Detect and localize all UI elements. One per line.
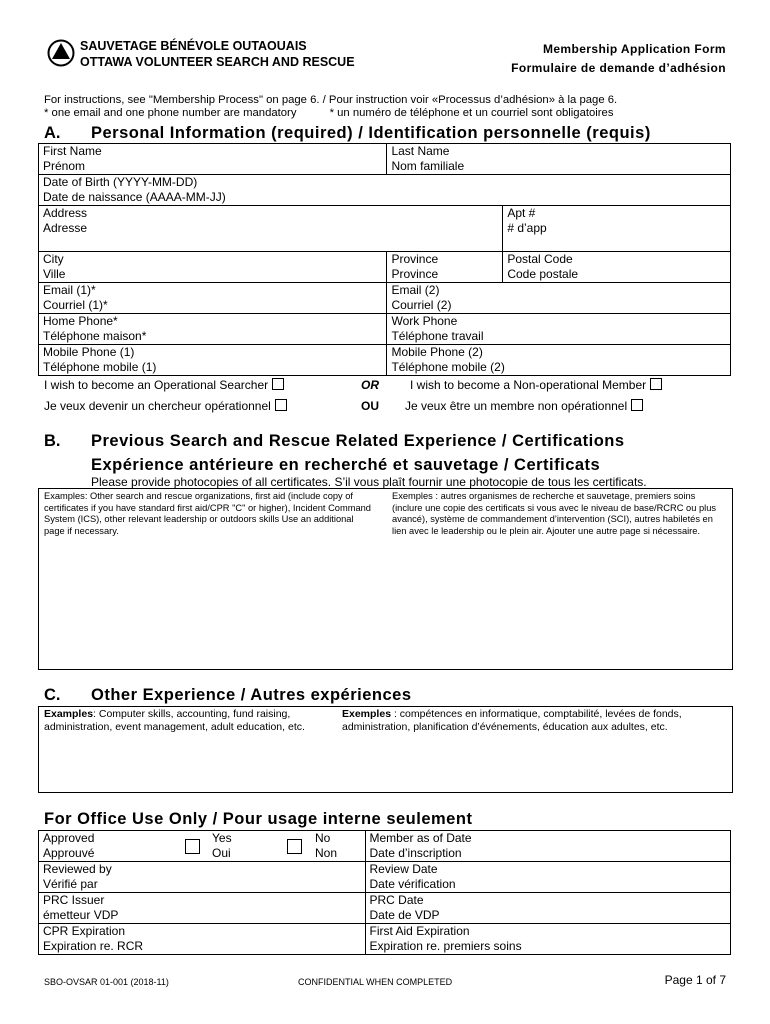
- office-use-title: For Office Use Only / Pour usage interne seulement: [44, 810, 473, 828]
- organization-name: [80, 38, 355, 70]
- non-op-en-option[interactable]: I wish to become a Non-operational Member: [410, 378, 662, 392]
- cpr-expiration-field[interactable]: CPR Expiration Expiration re. RCR: [39, 924, 366, 955]
- org-name-fr: SAUVETAGE BÉNÉVOLE OUTAOUAIS: [80, 39, 307, 53]
- office-use-table: [38, 830, 731, 955]
- email1-field[interactable]: Email (1)* Courriel (1)*: [39, 283, 387, 314]
- ou-label: OU: [361, 399, 379, 413]
- mobile2-field[interactable]: Mobile Phone (2) Téléphone mobile (2): [387, 345, 731, 376]
- postal-code-field[interactable]: Postal Code Code postale: [503, 252, 731, 283]
- section-b-letter: B.: [44, 432, 61, 450]
- non-op-fr-option[interactable]: Je veux être un membre non opérationnel: [405, 399, 643, 413]
- city-field[interactable]: City Ville: [39, 252, 387, 283]
- section-c-title: Other Experience / Autres expériences: [91, 686, 412, 704]
- certificates-note: Please provide photocopies of all certificates. S’il vous plaît fournir une photocopie de tous les certificats.: [91, 475, 647, 489]
- work-phone-field[interactable]: Work Phone Téléphone travail: [387, 314, 731, 345]
- review-date-field[interactable]: Review Date Date vérification: [365, 862, 730, 893]
- section-a-title: Personal Information (required) / Identification personnelle (requis): [91, 124, 651, 142]
- section-b-title-fr: Expérience antérieure en recherché et sauvetage / Certificats: [91, 456, 601, 474]
- instructions-line2: [44, 107, 617, 120]
- form-title-en: Membership Application Form: [542, 42, 726, 56]
- non-op-fr-checkbox[interactable]: [631, 399, 643, 411]
- form-title-fr: Formulaire de demande d’adhésion: [511, 61, 726, 75]
- approved-field: Approved Approuvé Yes Oui No Non: [39, 831, 366, 862]
- no-label: No Non: [315, 831, 338, 860]
- or-label: OR: [361, 378, 379, 392]
- page-number: Page 1 of 7: [664, 973, 726, 987]
- op-searcher-en-option[interactable]: I wish to become an Operational Searcher: [44, 378, 284, 392]
- prc-issuer-field[interactable]: PRC Issuer émetteur VDP: [39, 893, 366, 924]
- date-of-birth-field[interactable]: Date of Birth (YYYY-MM-DD) Date de naissance (AAAA-MM-JJ): [39, 175, 731, 206]
- approved-yes-checkbox[interactable]: [185, 839, 200, 854]
- mandatory-note-fr: * un numéro de téléphone et un courriel sont obligatoires: [329, 107, 614, 119]
- mandatory-note-en: * one email and one phone number are mandatory: [44, 107, 297, 119]
- email2-field[interactable]: Email (2) Courriel (2): [387, 283, 731, 314]
- reviewed-by-field[interactable]: Reviewed by Vérifié par: [39, 862, 366, 893]
- form-code: SBO-OVSAR 01-001 (2018-11): [44, 977, 169, 987]
- instructions-line1: For instructions, see "Membership Process" on page 6. / Pour instruction voir «Processus d’adhésion» à la page 6.: [44, 94, 618, 106]
- ovsar-logo-icon: [47, 39, 75, 67]
- prc-date-field[interactable]: PRC Date Date de VDP: [365, 893, 730, 924]
- last-name-field[interactable]: Last Name Nom familiale: [387, 144, 731, 175]
- personal-info-table: [38, 143, 731, 376]
- first-name-field[interactable]: First Name Prénom: [39, 144, 387, 175]
- yes-label: Yes Oui: [212, 831, 232, 860]
- form-title: [511, 40, 726, 78]
- experience-examples-fr: Exemples : autres organismes de recherche et sauvetage, premiers soins (inclure une copie des certificats si vous avec le niveau de base/RCRC ou plus avancé), système de commandement d’intervention (SCI), autres habiletés en lien avec le leadership ou le plein air. Ajouter une autre page si nécessaire.: [392, 491, 717, 536]
- mobile1-field[interactable]: Mobile Phone (1) Téléphone mobile (1): [39, 345, 387, 376]
- section-b-title-en: Previous Search and Rescue Related Experience / Certifications: [91, 432, 625, 450]
- apt-field[interactable]: Apt # # d’app: [503, 206, 731, 252]
- experience-examples-en: Examples: Other search and rescue organizations, first aid (include copy of certificates if you have standard first aid/CPR "C" or higher), Incident Command System (ICS), other relevant leadership or outdoors skills Use an additional page if necessary.: [44, 491, 371, 536]
- op-searcher-fr-option[interactable]: Je veux devenir un chercheur opérationnel: [44, 399, 287, 413]
- other-examples-en: Examples: Computer skills, accounting, fund raising, administration, event management, adult education, etc.: [44, 708, 305, 733]
- op-searcher-fr-checkbox[interactable]: [275, 399, 287, 411]
- op-searcher-checkbox[interactable]: [272, 378, 284, 390]
- confidential-notice: CONFIDENTIAL WHEN COMPLETED: [298, 977, 453, 987]
- section-a-letter: A.: [44, 124, 61, 142]
- province-field[interactable]: Province Province: [387, 252, 503, 283]
- address-field[interactable]: Address Adresse: [39, 206, 503, 252]
- member-as-of-field[interactable]: Member as of Date Date d’inscription: [365, 831, 730, 862]
- experience-entry-box[interactable]: [38, 488, 733, 670]
- instructions: [44, 94, 617, 120]
- home-phone-field[interactable]: Home Phone* Téléphone maison*: [39, 314, 387, 345]
- section-c-letter: C.: [44, 686, 61, 704]
- org-name-en: OTTAWA VOLUNTEER SEARCH AND RESCUE: [80, 55, 355, 69]
- non-op-checkbox[interactable]: [650, 378, 662, 390]
- approved-no-checkbox[interactable]: [287, 839, 302, 854]
- first-aid-expiration-field[interactable]: First Aid Expiration Expiration re. premiers soins: [365, 924, 730, 955]
- other-experience-entry-box[interactable]: [38, 706, 733, 793]
- other-examples-fr: Exemples : compétences en informatique, comptabilité, levées de fonds, administration, planification d’événements, éducation aux adultes, etc.: [342, 708, 682, 733]
